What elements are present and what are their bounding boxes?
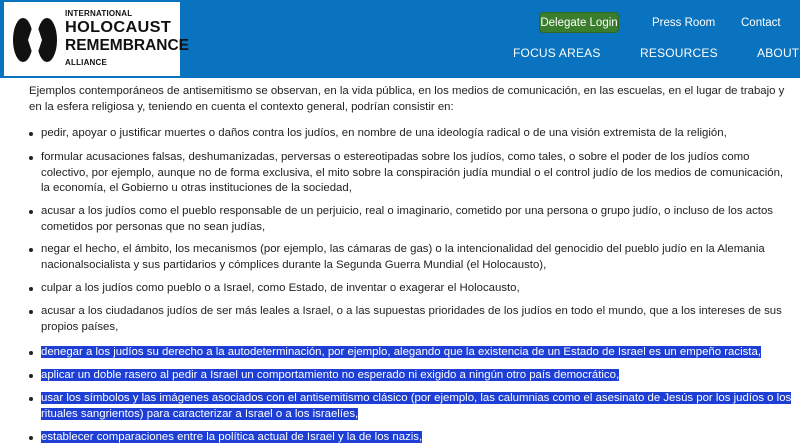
intro-paragraph: Ejemplos contemporáneos de antisemitismo se observan, en la vida pública, en los medios de comunicación, en las escuelas, en el lugar de trabajo y en la esfera religiosa y, teniendo en cuenta el contexto general, podrían consistir en: [29, 85, 785, 113]
list-item-highlighted [29, 368, 794, 384]
list-item [29, 126, 794, 142]
bullet [29, 210, 33, 214]
list-item-text: pedir, apoyar o justificar muertes o daños contra los judíos, en nombre de una ideología radical o de una visión extremista de la religión, [41, 127, 727, 139]
bullet [29, 287, 33, 291]
list-item-highlighted [29, 430, 794, 446]
logo-text-remembrance: REMEMBRANCE [65, 37, 189, 54]
list-item-highlighted [29, 345, 794, 361]
list-item-highlighted [29, 391, 794, 422]
list-item-text: acusar a los ciudadanos judíos de ser más leales a Israel, o a las supuestas prioridades de los judíos en todo el mundo, que a los intereses de sus propios países, [41, 305, 782, 333]
bullet [29, 248, 33, 252]
nav-about-us[interactable]: ABOUT U [757, 46, 812, 60]
bullet [29, 351, 33, 355]
list-item-text: formular acusaciones falsas, deshumanizadas, perversas o estereotipadas sobre los judíos, como tales, o sobre el poder de los judíos como colectivo, por ejemplo, aunque no de forma exclusiva, el mito sobre la conspiración judía mundial o el control judío de los medios de comunicación, la economía, el Gobierno u otras instituciones de la sociedad, [41, 151, 784, 194]
list-item-text[interactable]: usar los símbolos y las imágenes asociados con el antisemitismo clásico (por ejemplo, las calumnias como el asesinato de Jesús por los judíos o los rituales sangrientos) para caracterizar a Israel o a los israelíes, [41, 392, 792, 420]
list-item-text: acusar a los judíos como el pueblo responsable de un perjuicio, real o imaginario, cometido por una persona o grupo judío, o incluso de los actos cometidos por personas que no sean judías, [41, 205, 773, 233]
bullet [29, 310, 33, 314]
bullet [29, 374, 33, 378]
bullet [29, 397, 33, 401]
list-item [29, 281, 794, 297]
delegate-login-button[interactable]: Delegate Login [539, 12, 619, 33]
list-item-text[interactable]: establecer comparaciones entre la política actual de Israel y la de los nazis, [41, 431, 423, 443]
nav-resources[interactable]: RESOURCES [640, 46, 718, 60]
list-item-text[interactable]: aplicar un doble rasero al pedir a Israel un comportamiento no esperado ni exigido a ningún otro país democrático, [41, 369, 620, 381]
logo-text-holocaust: HOLOCAUST [65, 19, 172, 36]
site-header [0, 0, 812, 78]
ihra-logo[interactable] [4, 2, 189, 76]
list-item-text[interactable]: denegar a los judíos su derecho a la autodeterminación, por ejemplo, alegando que la existencia de un Estado de Israel es un empeño racista, [41, 346, 761, 358]
main-content [0, 78, 800, 448]
list-item [29, 204, 794, 235]
list-item [29, 304, 794, 335]
press-room-link[interactable]: Press Room [652, 17, 716, 29]
list-item-text: culpar a los judíos como pueblo o a Israel, como Estado, de inventar o exagerar el Holocausto, [41, 282, 520, 294]
nav-focus-areas[interactable]: FOCUS AREAS [513, 46, 601, 60]
list-item [29, 150, 794, 197]
logo-text-alliance: ALLIANCE [65, 58, 108, 67]
list-item [29, 242, 794, 273]
bullet [29, 436, 33, 440]
list-item-text: negar el hecho, el ámbito, los mecanismos (por ejemplo, las cámaras de gas) o la intencionalidad del genocidio del pueblo judío en la Alemania nacionalsocialista y sus partidarios y cómplices durante la Segunda Guerra Mundial (el Holocausto), [41, 243, 765, 271]
bullet [29, 132, 33, 136]
bullet [29, 156, 33, 160]
logo-text-international: INTERNATIONAL [65, 9, 133, 18]
logo-emblem-icon [10, 15, 60, 65]
contact-link[interactable]: Contact [741, 17, 781, 29]
